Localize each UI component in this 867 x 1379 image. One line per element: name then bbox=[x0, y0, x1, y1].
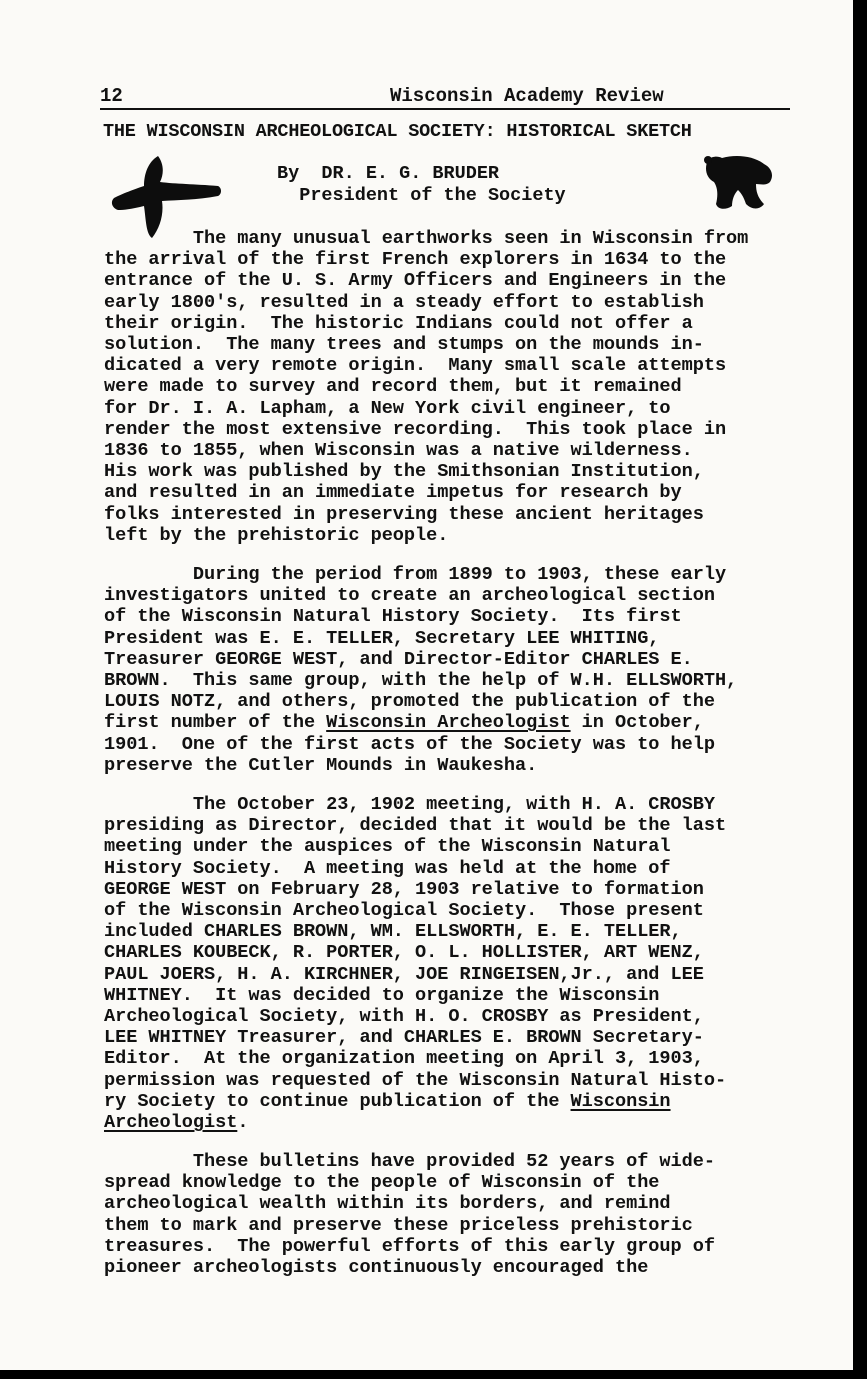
scan-border-bottom bbox=[0, 1370, 867, 1379]
paragraph-3-end: . bbox=[237, 1112, 249, 1134]
paragraph-3 bbox=[104, 794, 824, 1133]
publication-title-reference-a: Wisconsin bbox=[570, 1090, 671, 1112]
paragraph-2-text-end: in October, 1901. One of the first acts of the Society was to help preserve the Cutler Mounds in Waukesha. bbox=[104, 712, 715, 776]
byline bbox=[277, 163, 566, 207]
author-name: By DR. E. G. BRUDER bbox=[277, 163, 500, 184]
paragraph-4: These bulletins have provided 52 years of wide- spread knowledge to the people of Wisconsin of the archeological wealth within its borders, and remind them to mark and preserve these priceless prehistoric treasures. The powerful efforts of this early group of pioneer archeologists continuously encouraged the bbox=[104, 1151, 715, 1279]
running-header bbox=[100, 84, 790, 110]
article-title: THE WISCONSIN ARCHEOLOGICAL SOCIETY: HISTORICAL SKETCH bbox=[103, 121, 692, 142]
publication-title-reference-b: Archeologist bbox=[104, 1112, 238, 1134]
author-title: President of the Society bbox=[299, 185, 566, 206]
journal-title: Wisconsin Academy Review bbox=[390, 85, 664, 107]
paragraph-2-text-start: During the period from 1899 to 1903, these early investigators united to create an archeological section of the Wisconsin Natural History Society. Its first President was E. E. TELLER, Secretary LEE WHITING, Treasurer GEORGE WEST, and Director-Editor CHARLES E. BROWN. This same group, with the help of W.H. ELLSWORTH, LOUIS NOTZ, and others, promoted the publication of the first number of the bbox=[104, 564, 738, 734]
paragraph-1: The many unusual earthworks seen in Wisconsin from the arrival of the first French explorers in 1634 to the entrance of the U. S. Army Officers and Engineers in the early 1800's, resulted in a steady effort to establish their origin. The historic Indians could not offer a solution. The many trees and stumps on the mounds in- dicated a very remote origin. Many small scale attempts were made to survey and record them, but it remained for Dr. I. A. Lapham, a New York civil engineer, to render the most extensive recording. This took place in 1836 to 1855, when Wisconsin was a native wilderness. His work was published by the Smithsonian Institution, and resulted in an immediate impetus for research by folks interested in preserving these ancient heritages left by the prehistoric people. bbox=[104, 228, 749, 546]
paragraph-2 bbox=[104, 564, 824, 776]
paragraph-3-text: The October 23, 1902 meeting, with H. A. CROSBY presiding as Director, decided that it would be the last meeting under the auspices of the Wisconsin Natural History Society. A meeting was held at the home of GEORGE WEST on February 28, 1903 relative to formation of the Wisconsin Archeological Society. Those present included CHARLES BROWN, WM. ELLSWORTH, E. E. TELLER, CHARLES KOUBECK, R. PORTER, O. L. HOLLISTER, ART WENZ, PAUL JOERS, H. A. KIRCHNER, JOE RINGEISEN,Jr., and LEE WHITNEY. It was decided to organize the Wisconsin Archeological Society, with H. O. CROSBY as President, LEE WHITNEY Treasurer, and CHARLES E. BROWN Secretary- Editor. At the organization meeting on April 3, 1903, permission was requested of the Wisconsin Natural Histo- ry Society to continue publication of the bbox=[104, 794, 727, 1112]
publication-title-reference: Wisconsin Archeologist bbox=[326, 712, 571, 734]
scan-border-right bbox=[853, 0, 867, 1379]
bear-effigy-icon bbox=[702, 154, 776, 212]
page-number: 12 bbox=[100, 85, 123, 107]
